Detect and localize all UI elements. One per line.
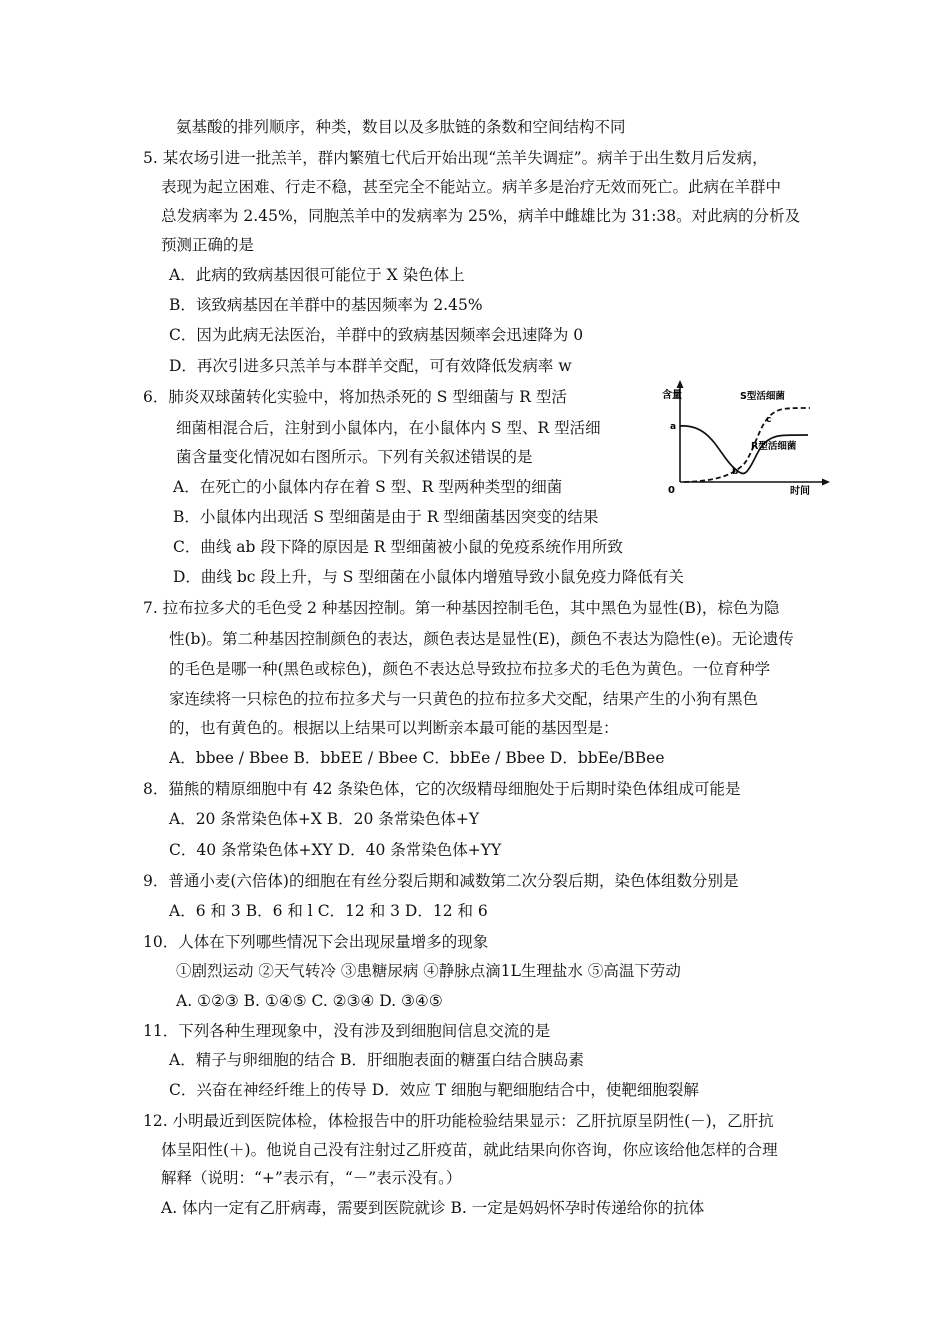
q12-stem-line-2: 体呈阳性(＋)。他说自己没有注射过乙肝疫苗，就此结果向你咨询，你应该给他怎样的合理 — [161, 1141, 778, 1159]
bacteria-growth-figure — [660, 378, 832, 498]
q11-options-ab: A．精子与卵细胞的结合 B．肝细胞表面的糖蛋白结合胰岛素 — [169, 1051, 585, 1069]
q10-stem: 10．人体在下列哪些情况下会出现尿量增多的现象 — [143, 933, 489, 951]
point-c-label: c — [766, 415, 772, 425]
q7-stem-line-1: 7. 拉布拉多犬的毛色受 2 种基因控制。第一种基因控制毛色，其中黑色为显性(B)，棕色为隐 — [143, 599, 780, 617]
q11-options-cd: C．兴奋在神经纤维上的传导 D．效应 T 细胞与靶细胞结合中，使靶细胞裂解 — [169, 1081, 699, 1099]
q6-option-a: A．在死亡的小鼠体内存在着 S 型、R 型两种类型的细菌 — [173, 478, 563, 496]
q7-stem-line-2: 性(b)。第二种基因控制颜色的表达，颜色表达是显性(E)，颜色不表达为隐性(e)。无论遗传 — [169, 630, 794, 648]
q7-stem-line-3: 的毛色是哪一种(黑色或棕色)，颜色不表达总导致拉布拉多犬的毛色为黄色。一位育种学 — [169, 660, 771, 678]
q6-stem-line-3: 菌含量变化情况如右图所示。下列有关叙述错误的是 — [176, 448, 533, 466]
q5-option-a: A．此病的致病基因很可能位于 X 染色体上 — [169, 266, 465, 284]
q8-stem: 8．猫熊的精原细胞中有 42 条染色体，它的次级精母细胞处于后期时染色体组成可能是 — [143, 780, 741, 798]
q6-option-c: C．曲线 ab 段下降的原因是 R 型细菌被小鼠的免疫系统作用所致 — [173, 538, 623, 556]
point-a-label: a — [670, 422, 677, 432]
q8-options-ab: A．20 条常染色体+X B．20 条常染色体+Y — [169, 810, 480, 828]
q10-options: A. ①②③ B. ①④⑤ C. ②③④ D. ③④⑤ — [176, 992, 443, 1010]
q7-stem-line-4: 家连续将一只棕色的拉布拉多犬与一只黄色的拉布拉多犬交配，结果产生的小狗有黑色 — [169, 690, 759, 708]
x-axis-label: 时间 — [790, 486, 810, 497]
q7-stem-line-5: 的，也有黄色的。根据以上结果可以判断亲本最可能的基因型是： — [169, 719, 619, 737]
q12-stem-line-1: 12. 小明最近到医院体检，体检报告中的肝功能检验结果显示：乙肝抗原呈阴性(－)，乙肝抗 — [143, 1112, 774, 1130]
q5-option-d: D．再次引进多只羔羊与本群羊交配，可有效降低发病率 w — [169, 357, 572, 375]
point-b-label: b — [732, 467, 739, 477]
q6-stem-line-2: 细菌相混合后，注射到小鼠体内，在小鼠体内 S 型、R 型活细 — [176, 419, 601, 437]
q12-stem-line-3: 解释（说明：“+”表示有，“－”表示没有。） — [161, 1169, 462, 1187]
q10-items: ①剧烈运动 ②天气转冷 ③患糖尿病 ④静脉点滴1L生理盐水 ⑤高温下劳动 — [176, 962, 681, 980]
q5-stem-line-2: 表现为起立困难、行走不稳，甚至完全不能站立。病羊多是治疗无效而死亡。此病在羊群中 — [161, 178, 782, 196]
q9-stem: 9．普通小麦(六倍体)的细胞在有丝分裂后期和减数第二次分裂后期，染色体组数分别是 — [143, 872, 739, 890]
origin-label: 0 — [668, 485, 675, 496]
q7-options: A．bbee / Bbee B．bbEE / Bbee C．bbEe / Bbee D．bbEe/BBee — [169, 749, 665, 767]
r-type-label: R型活细菌 — [751, 441, 797, 452]
q6-stem-line-1: 6．肺炎双球菌转化实验中，将加热杀死的 S 型细菌与 R 型活 — [143, 388, 567, 406]
q5-stem-line-4: 预测正确的是 — [161, 236, 255, 254]
q12-options-ab: A. 体内一定有乙肝病毒，需要到医院就诊 B. 一定是妈妈怀孕时传递给你的抗体 — [161, 1199, 705, 1217]
q8-options-cd: C．40 条常染色体+XY D．40 条常染色体+YY — [169, 841, 502, 859]
q5-stem-line-1: 5. 某农场引进一批羔羊，群内繁殖七代后开始出现“羔羊失调症”。病羊于出生数月后发病， — [143, 149, 768, 167]
q5-stem-line-3: 总发病率为 2.45%，同胞羔羊中的发病率为 25%，病羊中雌雄比为 31:38。对此病的分析及 — [161, 207, 801, 225]
y-axis-label: 含量 — [662, 390, 682, 401]
q11-stem: 11．下列各种生理现象中，没有涉及到细胞间信息交流的是 — [143, 1022, 551, 1040]
q5-option-b: B．该致病基因在羊群中的基因频率为 2.45% — [169, 296, 483, 314]
q9-options: A．6 和 3 B．6 和 l C．12 和 3 D．12 和 6 — [169, 902, 488, 920]
q6-option-d: D．曲线 bc 段上升，与 S 型细菌在小鼠体内增殖导致小鼠免疫力降低有关 — [173, 568, 684, 586]
q5-option-c: C．因为此病无法医治，羊群中的致病基因频率会迅速降为 0 — [169, 326, 584, 344]
s-type-label: S型活细菌 — [740, 391, 785, 402]
q4-continuation-line: 氨基酸的排列顺序，种类，数目以及多肽链的条数和空间结构不同 — [176, 118, 626, 136]
q6-option-b: B．小鼠体内出现活 S 型细菌是由于 R 型细菌基因突变的结果 — [173, 508, 599, 526]
